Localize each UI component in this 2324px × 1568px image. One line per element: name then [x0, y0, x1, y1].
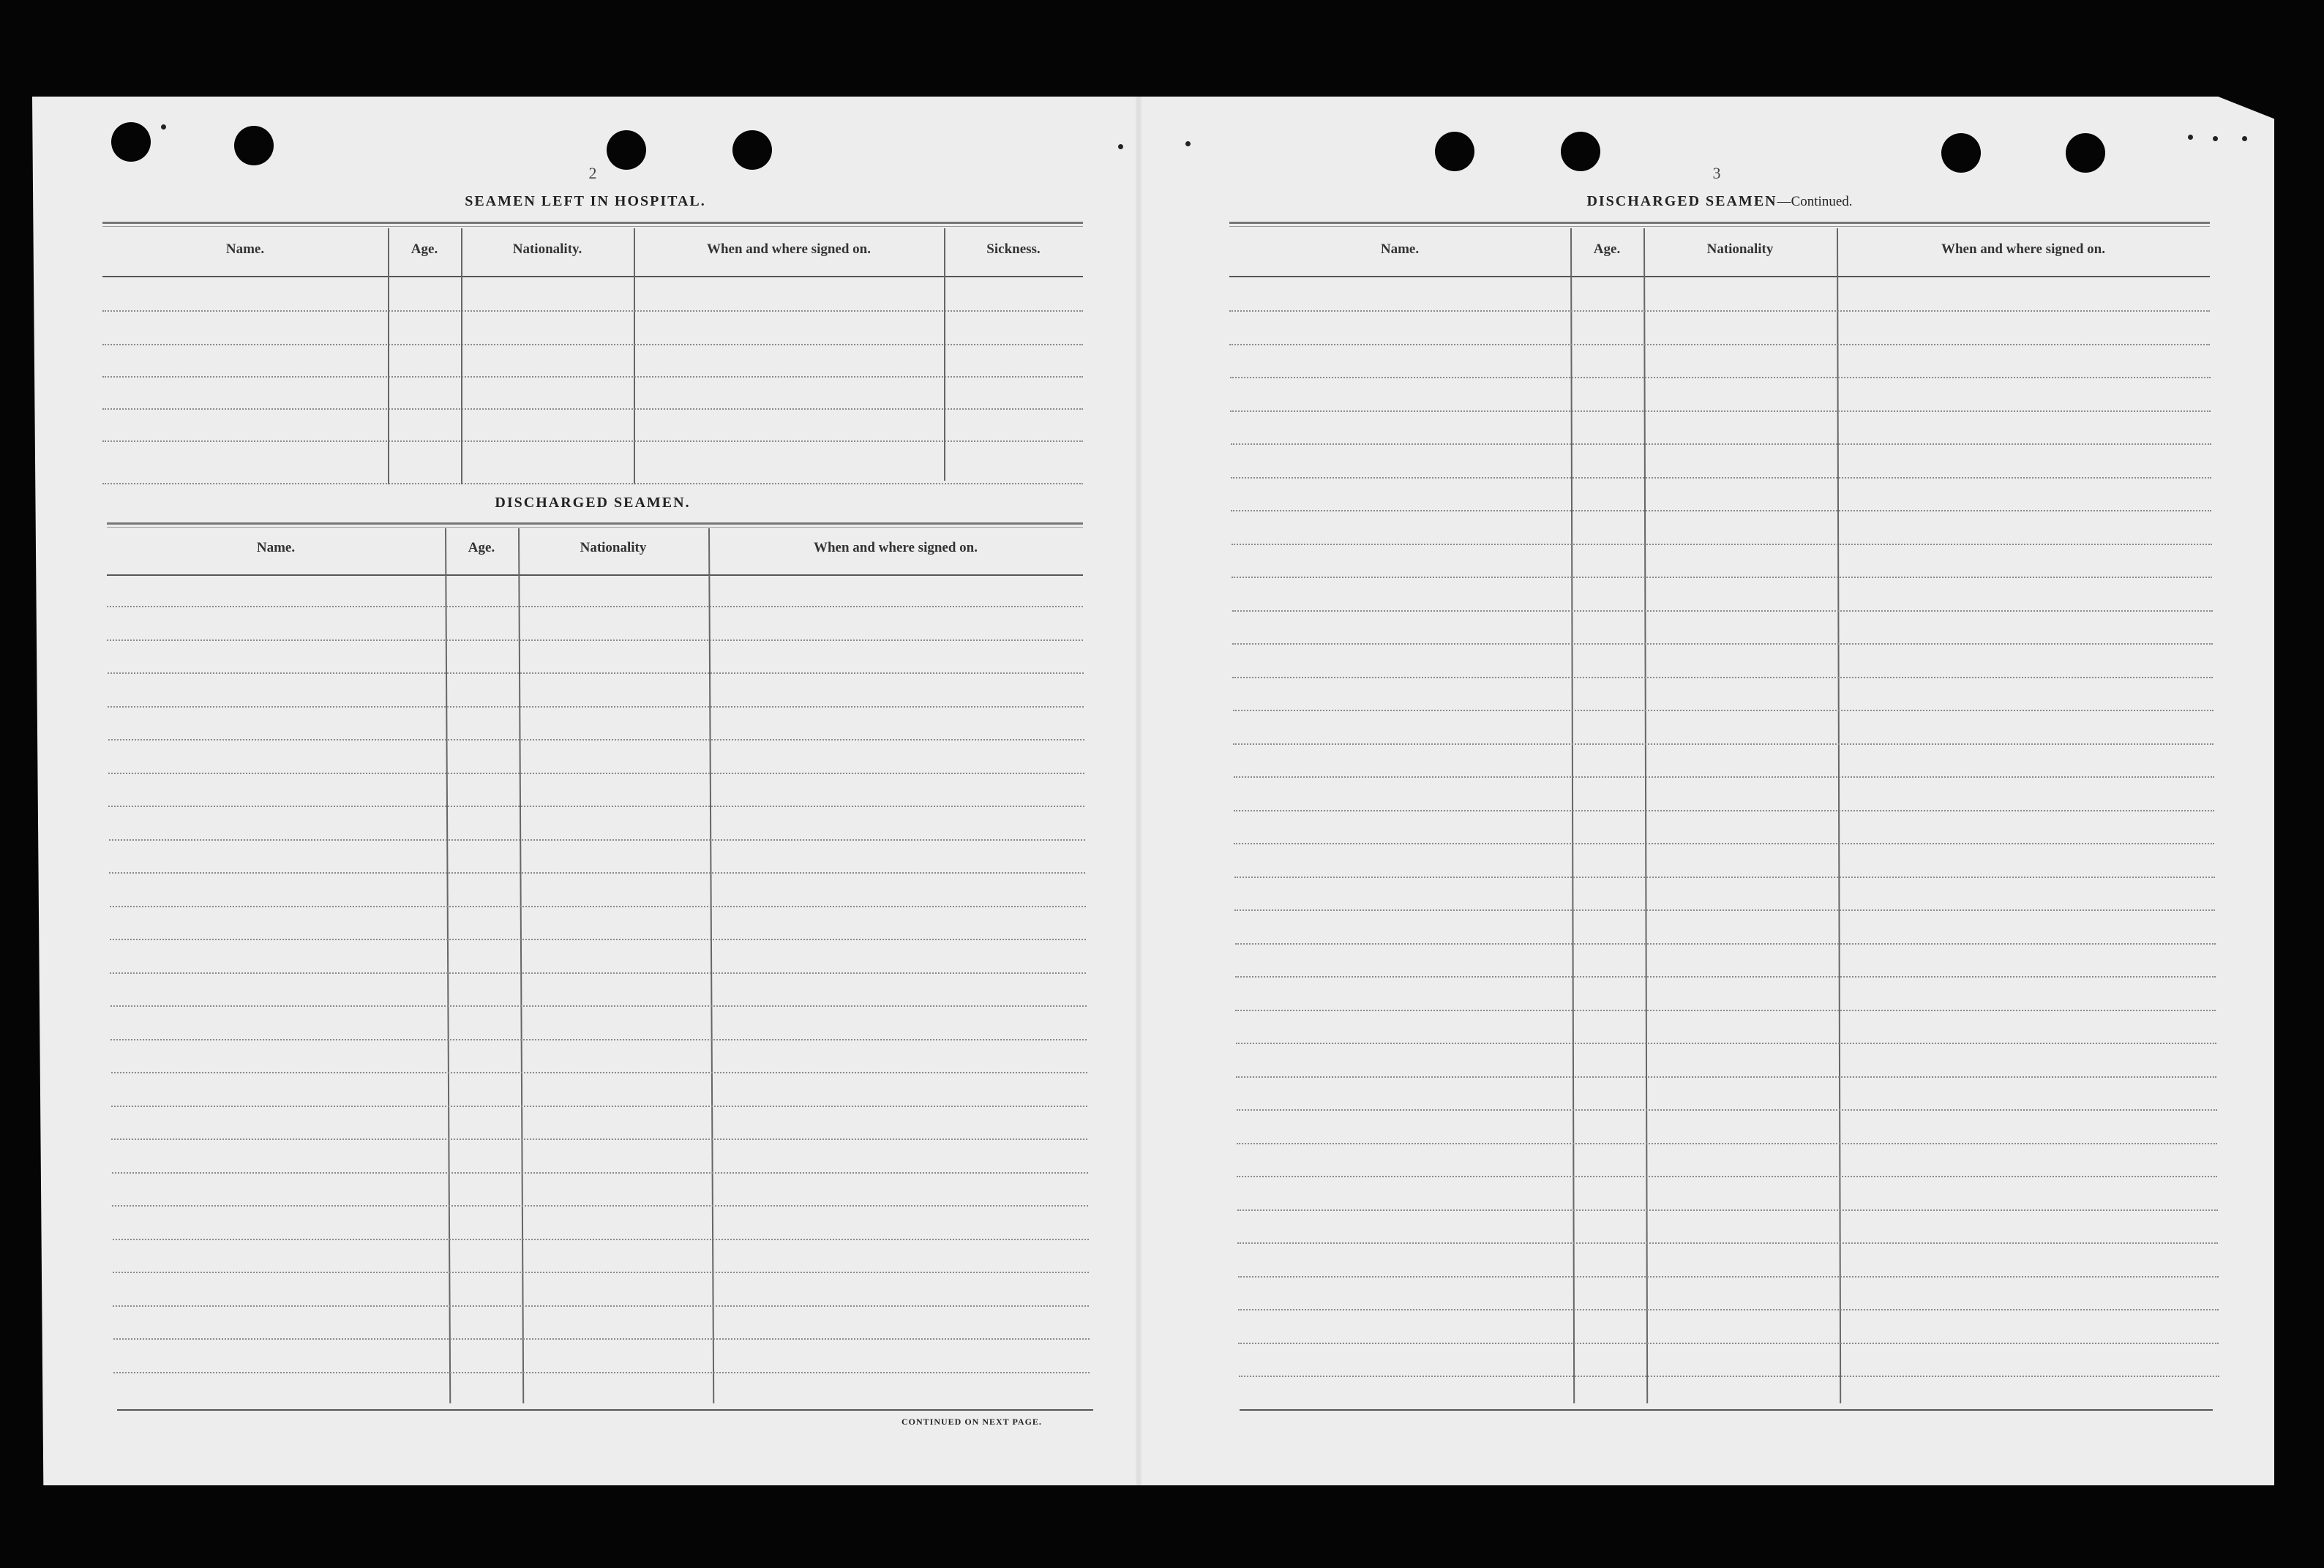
- table-row: [112, 1172, 1088, 1174]
- section-title-suffix: —Continued.: [1777, 194, 1853, 209]
- table-row: [1239, 1376, 2219, 1377]
- header-rule: [1229, 276, 2210, 277]
- bottom-rule: [1240, 1409, 2213, 1411]
- table-row: [1231, 510, 2211, 511]
- punch-hole: [2066, 133, 2105, 173]
- column-header-nationality: Nationality: [580, 540, 647, 555]
- header-rule: [107, 574, 1083, 576]
- table-row: [1232, 610, 2213, 612]
- table-row: [1231, 477, 2211, 479]
- punch-hole: [732, 130, 772, 170]
- speck: [161, 124, 166, 130]
- table-row: [113, 1372, 1090, 1373]
- column-header-when-where: When and where signed on.: [706, 241, 871, 257]
- bottom-rule: [117, 1409, 1093, 1411]
- table-row: [1232, 677, 2213, 678]
- speck: [2188, 135, 2193, 140]
- speck: [1185, 141, 1191, 146]
- column-header-name: Name.: [1380, 241, 1420, 257]
- table-row: [111, 1072, 1087, 1073]
- table-row: [1237, 1242, 2218, 1244]
- table-row: [1229, 344, 2210, 345]
- table-row: [112, 1205, 1088, 1207]
- table-row: [111, 1139, 1087, 1140]
- punch-hole: [234, 126, 274, 165]
- table-row: [109, 872, 1085, 874]
- table-row: [108, 706, 1084, 708]
- table-row: [1229, 310, 2210, 312]
- page-number: 2: [588, 164, 597, 182]
- table-row: [110, 939, 1086, 940]
- table-row: [108, 672, 1084, 674]
- table-row: [1238, 1343, 2219, 1344]
- table-row: [1234, 776, 2214, 778]
- table-row: [1232, 643, 2213, 645]
- column-header-when-where: When and where signed on.: [813, 540, 978, 555]
- column-divider: [944, 228, 945, 481]
- table-row: [1235, 943, 2216, 945]
- table-row: [1236, 1076, 2216, 1078]
- punch-hole: [111, 122, 151, 162]
- table-row: [110, 906, 1086, 907]
- table-row: [111, 1106, 1087, 1107]
- table-row: [102, 408, 1083, 410]
- table-row: [102, 376, 1083, 378]
- section-rule: [107, 522, 1083, 528]
- column-header-age: Age.: [468, 540, 495, 555]
- column-divider: [388, 228, 389, 484]
- table-row: [113, 1239, 1089, 1240]
- table-row: [108, 773, 1084, 774]
- table-row: [1237, 1209, 2218, 1211]
- table-row: [1234, 810, 2214, 811]
- punch-hole: [1941, 133, 1981, 173]
- table-row: [102, 483, 1083, 484]
- punch-hole: [1561, 132, 1600, 171]
- table-row: [109, 839, 1085, 841]
- section-title-text: DISCHARGED SEAMEN: [1586, 193, 1777, 209]
- table-row: [1232, 577, 2212, 578]
- column-header-nationality: Nationality.: [512, 241, 582, 257]
- table-row: [1233, 743, 2214, 745]
- table-row: [1236, 1043, 2216, 1044]
- table-row: [102, 344, 1083, 345]
- column-header-name: Name.: [225, 241, 265, 257]
- top-rule: [1229, 222, 2210, 227]
- table-row: [1235, 976, 2216, 978]
- page-number: 3: [1712, 164, 1721, 182]
- table-row: [107, 606, 1083, 607]
- table-row: [102, 440, 1083, 442]
- table-row: [1237, 1176, 2217, 1177]
- table-row: [102, 310, 1083, 312]
- table-row: [1237, 1109, 2217, 1111]
- table-row: [108, 806, 1084, 807]
- table-row: [1235, 1010, 2216, 1011]
- section-title-hospital: SEAMEN LEFT IN HOSPITAL.: [465, 193, 706, 209]
- table-row: [110, 1039, 1087, 1040]
- table-row: [1231, 443, 2211, 445]
- column-header-age: Age.: [1593, 241, 1621, 257]
- table-row: [110, 1005, 1087, 1007]
- punch-hole: [1435, 132, 1474, 171]
- column-divider: [461, 228, 462, 484]
- top-rule: [102, 222, 1083, 227]
- section-title-discharged: DISCHARGED SEAMEN.: [495, 495, 691, 511]
- table-row: [107, 639, 1083, 641]
- column-header-sickness: Sickness.: [986, 241, 1041, 257]
- speck: [2242, 136, 2247, 141]
- table-row: [1230, 410, 2211, 412]
- column-header-nationality: Nationality: [1706, 241, 1774, 257]
- table-row: [1234, 877, 2215, 878]
- speck: [2213, 136, 2218, 141]
- column-divider: [634, 228, 635, 484]
- table-row: [113, 1338, 1090, 1340]
- center-fold: [1136, 97, 1142, 1485]
- continued-note: CONTINUED ON NEXT PAGE.: [902, 1417, 1042, 1427]
- speck: [1118, 144, 1123, 149]
- column-header-name: Name.: [256, 540, 296, 555]
- table-row: [113, 1305, 1089, 1307]
- table-row: [1230, 377, 2211, 378]
- table-row: [113, 1272, 1089, 1273]
- table-row: [1238, 1309, 2219, 1310]
- table-row: [1234, 843, 2214, 844]
- table-row: [1233, 710, 2214, 711]
- column-header-age: Age.: [411, 241, 438, 257]
- table-row: [110, 972, 1086, 974]
- table-row: [1237, 1143, 2217, 1144]
- column-header-when-where: When and where signed on.: [1941, 241, 2105, 257]
- table-row: [1232, 544, 2212, 545]
- header-rule: [102, 276, 1083, 277]
- section-title-discharged-continued: [1478, 193, 1961, 210]
- table-row: [108, 739, 1084, 740]
- table-row: [1234, 909, 2215, 911]
- table-row: [1238, 1276, 2219, 1278]
